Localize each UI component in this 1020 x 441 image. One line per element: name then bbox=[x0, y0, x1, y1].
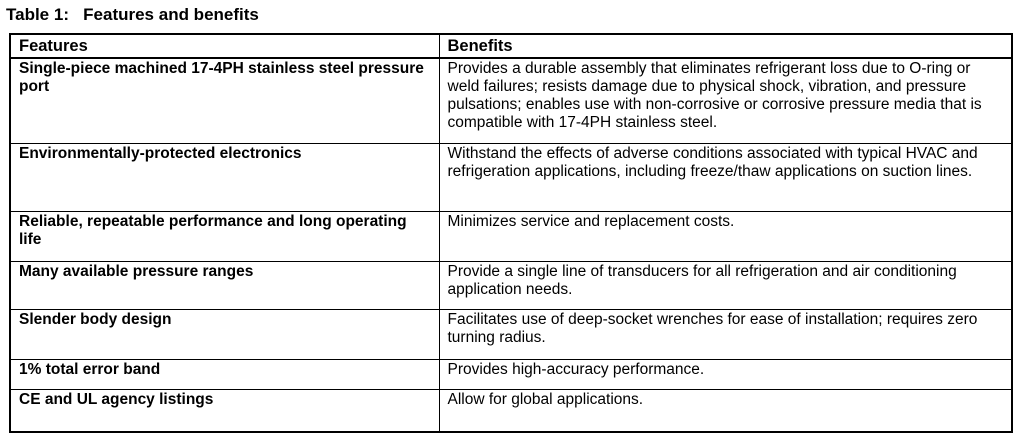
benefit-cell: Allow for global applications. bbox=[439, 389, 1011, 431]
benefit-cell: Provides high-accuracy performance. bbox=[439, 359, 1011, 389]
benefit-cell: Withstand the effects of adverse conditions associated with typical HVAC and refrigeration applications, including freeze/thaw applications on suction lines. bbox=[439, 143, 1011, 211]
benefit-cell: Provide a single line of transducers for all refrigeration and air conditioning application needs. bbox=[439, 261, 1011, 309]
table-row bbox=[11, 389, 1011, 431]
table-row bbox=[11, 58, 1011, 143]
feature-cell: CE and UL agency listings bbox=[11, 389, 439, 431]
feature-cell: Many available pressure ranges bbox=[11, 261, 439, 309]
features-benefits-table bbox=[9, 33, 1013, 433]
table-row bbox=[11, 359, 1011, 389]
table-row bbox=[11, 261, 1011, 309]
feature-cell: 1% total error band bbox=[11, 359, 439, 389]
feature-cell: Environmentally-protected electronics bbox=[11, 143, 439, 211]
table-row bbox=[11, 309, 1011, 359]
benefit-cell: Facilitates use of deep-socket wrenches for ease of installation; requires zero turning radius. bbox=[439, 309, 1011, 359]
feature-cell: Slender body design bbox=[11, 309, 439, 359]
table-row bbox=[11, 143, 1011, 211]
column-header-benefits: Benefits bbox=[439, 35, 1011, 58]
benefit-cell: Provides a durable assembly that eliminates refrigerant loss due to O-ring or weld failures; resists damage due to physical shock, vibration, and pressure pulsations; enables use with non-corrosive or corrosive pressure media that is compatible with 17-4PH stainless steel. bbox=[439, 58, 1011, 143]
table-header-row bbox=[11, 35, 1011, 58]
feature-cell: Single-piece machined 17-4PH stainless steel pressure port bbox=[11, 58, 439, 143]
table-row bbox=[11, 211, 1011, 261]
benefit-cell: Minimizes service and replacement costs. bbox=[439, 211, 1011, 261]
table-caption: Table 1: Features and benefits bbox=[6, 5, 259, 24]
column-header-features: Features bbox=[11, 35, 439, 58]
feature-cell: Reliable, repeatable performance and long operating life bbox=[11, 211, 439, 261]
